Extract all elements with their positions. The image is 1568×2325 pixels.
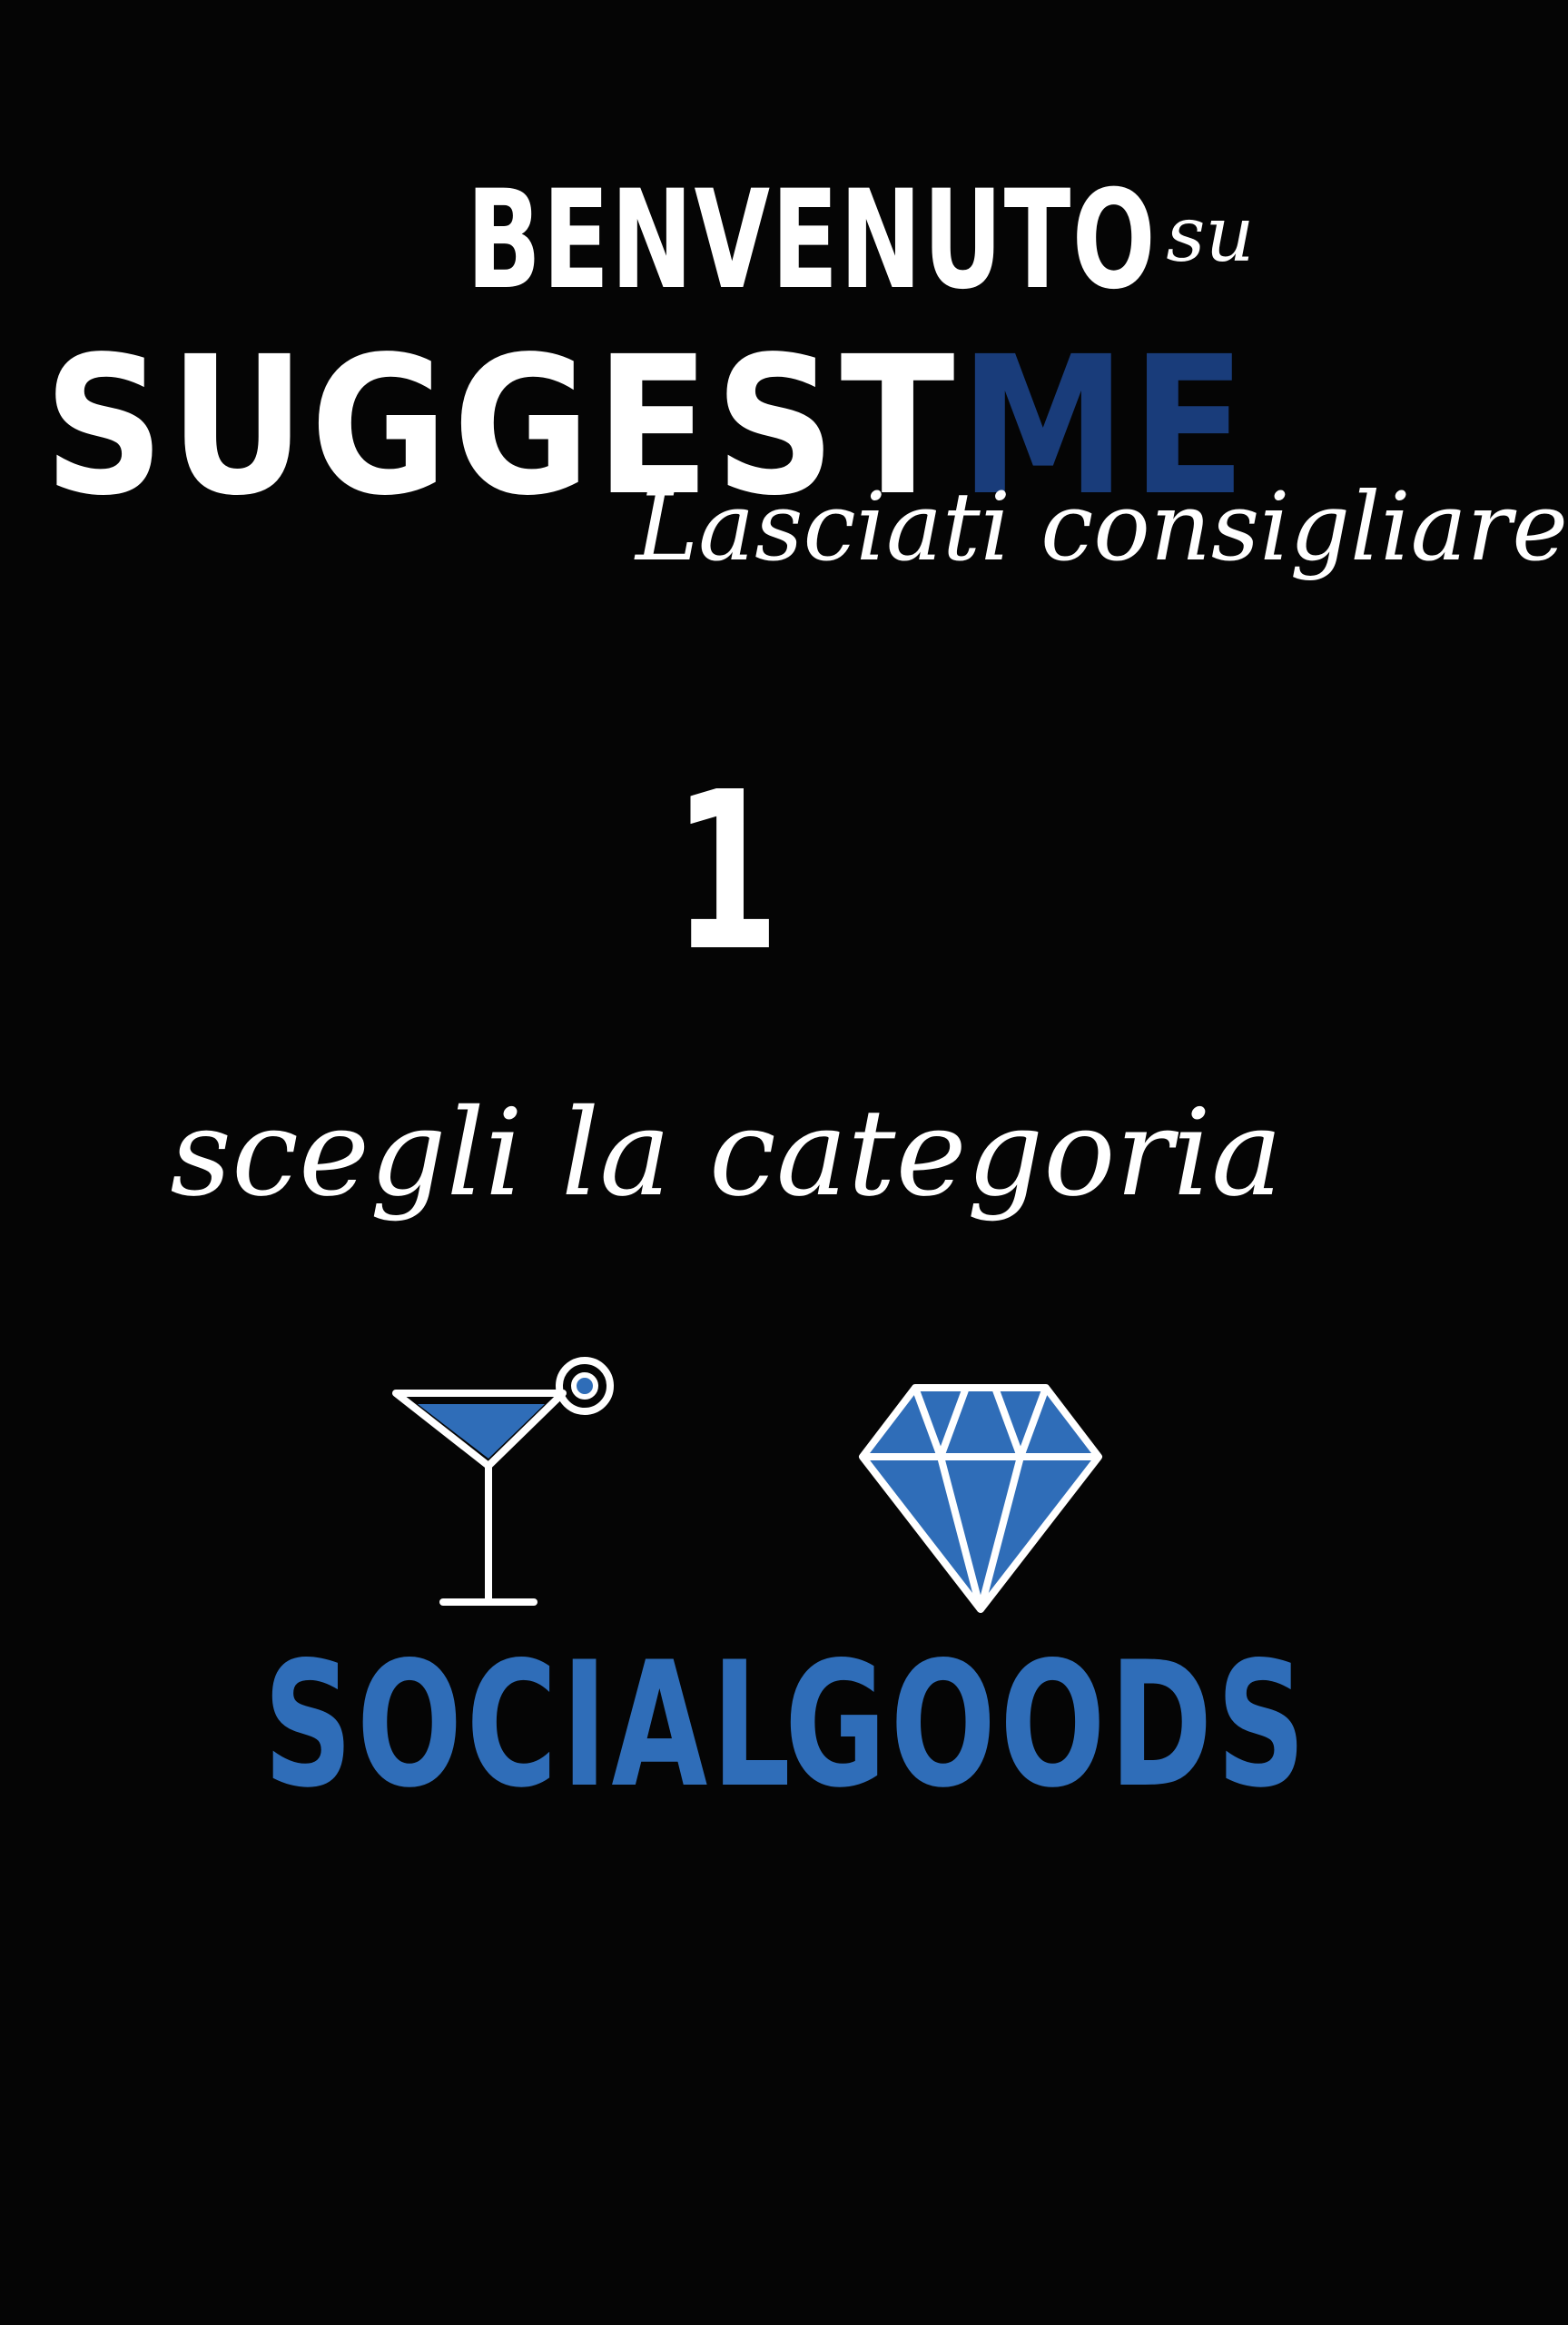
welcome-header — [0, 162, 1453, 320]
category-label-goods: GOODS — [784, 1625, 1310, 1825]
diamond-icon — [853, 1380, 1108, 1617]
brand-name-suggest: SUGGEST — [44, 315, 960, 538]
welcome-title: BENVENUTO — [467, 162, 1158, 320]
welcome-su-label: su — [1166, 190, 1255, 279]
cocktail-icon — [390, 1368, 608, 1622]
tagline: Lasciati consigliare — [636, 471, 1568, 582]
category-goods-button[interactable] — [745, 1362, 1310, 1835]
category-label-social: SOCIAL — [263, 1625, 795, 1825]
step-instruction: scegli la categoria — [170, 1083, 1283, 1223]
brand-name-me: ME — [959, 315, 1251, 538]
step-number: 1 — [673, 745, 780, 999]
category-social-button[interactable] — [236, 1362, 795, 1835]
